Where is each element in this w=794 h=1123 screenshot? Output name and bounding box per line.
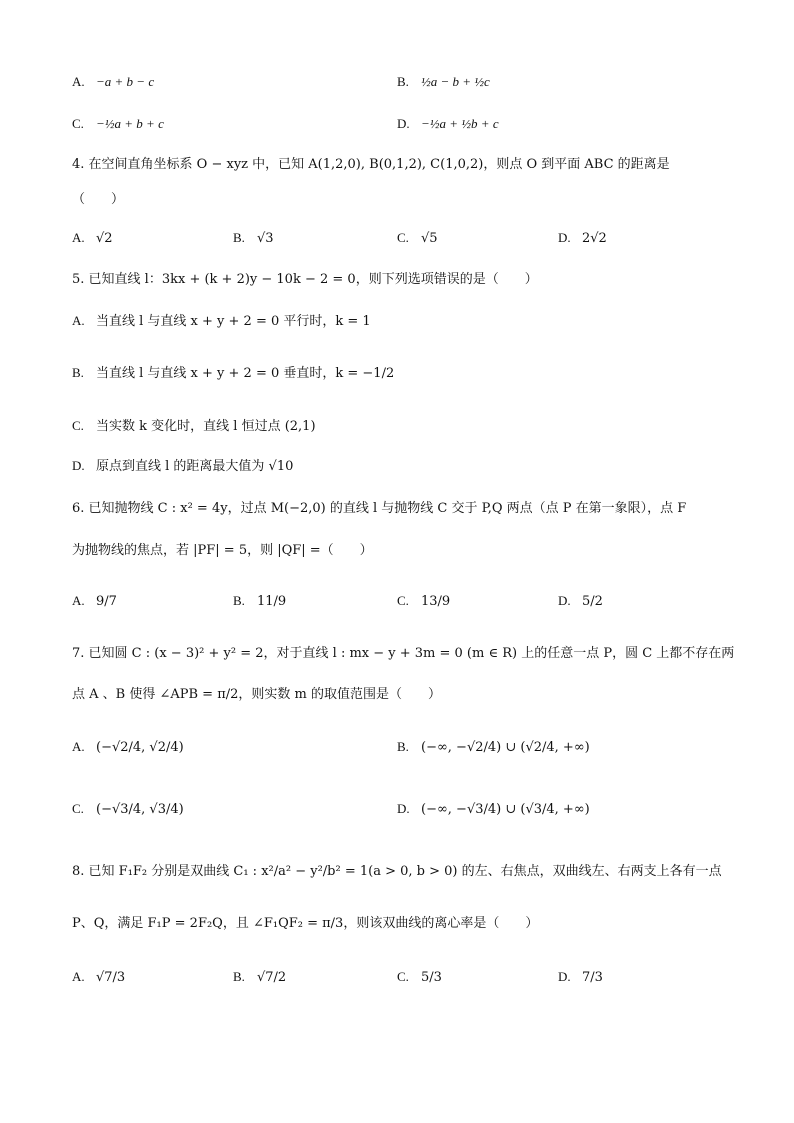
q7-option-a (72, 739, 184, 756)
q8-option-c (397, 969, 442, 986)
option-label: A. (72, 74, 85, 89)
option-expr: √7/3 (96, 970, 126, 985)
q7-stem-cont: 点 A 、B 使得 ∠APB = π/2，则实数 m 的取值范围是（ ） (72, 687, 441, 702)
option-label: A. (72, 593, 85, 608)
option-expr: 13/9 (421, 594, 451, 609)
option-expr: 原点到直线 l 的距离最大值为 √10 (96, 459, 294, 474)
q7-stem: 7. 已知圆 C : (x − 3)² + y² = 2，对于直线 l : mx − y + 3m = 0 (m ∈ R) 上的任意一点 P，圆 C 上都不存在两 (72, 646, 735, 661)
option-expr: √2 (96, 231, 113, 246)
q5-option-b (72, 365, 394, 382)
q5-option-a (72, 313, 371, 330)
option-label: C. (72, 116, 84, 131)
q8-option-d (558, 969, 603, 986)
option-expr: ½a − b + ½c (421, 74, 490, 89)
option-label: A. (72, 230, 85, 245)
q6-option-b (233, 593, 286, 610)
option-label: D. (558, 593, 571, 608)
option-expr: (−∞, −√2/4) ∪ (√2/4, +∞) (421, 740, 590, 755)
q8-option-b (233, 969, 286, 986)
option-expr: −½a + ½b + c (421, 116, 499, 131)
option-label: B. (233, 593, 245, 608)
q3-option-c (72, 116, 164, 133)
option-label: D. (72, 458, 85, 473)
option-label: C. (397, 593, 409, 608)
option-label: D. (558, 969, 571, 984)
q7-option-d (397, 801, 590, 818)
q5-option-c (72, 418, 316, 435)
option-label: C. (397, 230, 409, 245)
option-expr: 11/9 (257, 594, 287, 609)
q5-option-d (72, 458, 293, 475)
q4-option-c (397, 230, 438, 247)
option-expr: 2√2 (582, 231, 607, 246)
option-label: C. (397, 969, 409, 984)
q4-stem-cont: （ ） (72, 192, 125, 207)
q4-option-d (558, 230, 607, 247)
option-label: C. (72, 418, 84, 433)
option-expr: −½a + b + c (96, 116, 164, 131)
option-expr: √7/2 (257, 970, 287, 985)
q4-stem: 4. 在空间直角坐标系 O − xyz 中，已知 A(1,2,0), B(0,1,2), C(1,0,2)，则点 O 到平面 ABC 的距离是 (72, 157, 670, 172)
option-expr: −a + b − c (96, 74, 155, 89)
option-expr: 7/3 (582, 970, 603, 985)
q7-option-c (72, 801, 184, 818)
option-expr: (−√2/4, √2/4) (96, 740, 184, 755)
option-label: A. (72, 313, 85, 328)
option-label: D. (558, 230, 571, 245)
option-label: B. (72, 365, 84, 380)
option-expr: 5/3 (421, 970, 442, 985)
q6-option-d (558, 593, 603, 610)
option-label: B. (397, 739, 409, 754)
q6-stem: 6. 已知抛物线 C : x² = 4y，过点 M(−2,0) 的直线 l 与抛物线 C 交于 P,Q 两点（点 P 在第一象限），点 F (72, 501, 687, 516)
q7-option-b (397, 739, 590, 756)
q6-stem-cont: 为抛物线的焦点，若 |PF| = 5，则 |QF| =（ ） (72, 543, 373, 558)
q3-option-b (397, 74, 490, 91)
option-expr: (−√3/4, √3/4) (96, 802, 184, 817)
option-label: B. (233, 969, 245, 984)
q8-stem: 8. 已知 F₁F₂ 分别是双曲线 C₁ : x²/a² − y²/b² = 1(a > 0, b > 0) 的左、右焦点，双曲线左、右两支上各有一点 (72, 864, 722, 879)
option-expr: 当实数 k 变化时，直线 l 恒过点 (2,1) (96, 419, 316, 434)
option-label: B. (233, 230, 245, 245)
q3-option-d (397, 116, 499, 133)
option-expr: 当直线 l 与直线 x + y + 2 = 0 平行时，k = 1 (96, 314, 371, 329)
q5-stem: 5. 已知直线 l：3kx + (k + 2)y − 10k − 2 = 0，则下列选项错误的是（ ） (72, 272, 538, 287)
option-label: D. (397, 801, 410, 816)
option-label: D. (397, 116, 410, 131)
option-label: A. (72, 969, 85, 984)
option-expr: √5 (421, 231, 438, 246)
option-expr: √3 (257, 231, 274, 246)
option-label: A. (72, 739, 85, 754)
q6-option-c (397, 593, 450, 610)
option-expr: 5/2 (582, 594, 603, 609)
q3-option-a (72, 74, 154, 91)
q8-option-a (72, 969, 125, 986)
option-label: C. (72, 801, 84, 816)
option-expr: (−∞, −√3/4) ∪ (√3/4, +∞) (421, 802, 590, 817)
q4-option-a (72, 230, 113, 247)
option-expr: 当直线 l 与直线 x + y + 2 = 0 垂直时，k = −1/2 (96, 366, 395, 381)
q6-option-a (72, 593, 117, 610)
option-label: B. (397, 74, 409, 89)
option-expr: 9/7 (96, 594, 117, 609)
q4-option-b (233, 230, 274, 247)
q8-stem-cont: P、Q，满足 F₁P = 2F₂Q，且 ∠F₁QF₂ = π/3，则该双曲线的离心率是（ ） (72, 916, 539, 931)
